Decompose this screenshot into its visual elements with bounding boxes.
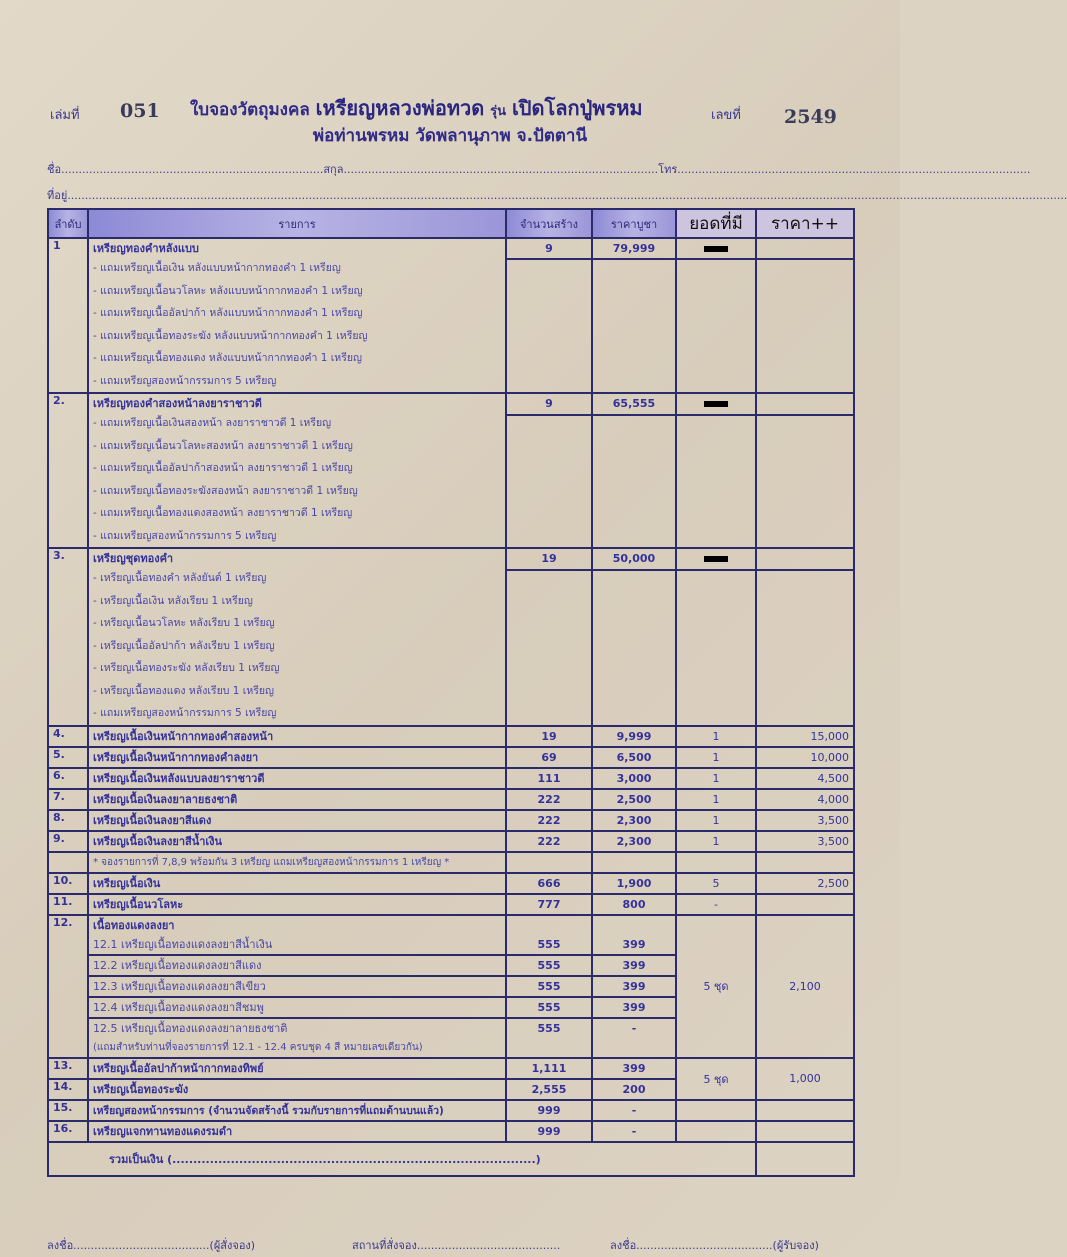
table-row xyxy=(48,548,854,570)
table-row xyxy=(48,873,854,894)
row-available: 1 xyxy=(676,726,756,747)
sub-item: 12.4 เหรียญเนื้อทองแดงลงยาสีชมพู xyxy=(88,997,506,1018)
row-price: 2,300 xyxy=(592,810,676,831)
row-item: เหรียญเนื้อทองระฆัง xyxy=(88,1079,506,1100)
row-price: 6,500 xyxy=(592,747,676,768)
title-main: เหรียญหลวงพ่อทวด xyxy=(315,96,485,120)
row-price-plus: 3,500 xyxy=(756,810,854,831)
row-no: 1 xyxy=(48,238,88,393)
sold-out-bar xyxy=(704,246,728,252)
name-line[interactable]: ชื่อ...........................................................................สกุล..........................................................................................โทร..................................................................................................... xyxy=(47,163,1031,176)
row-price: - xyxy=(592,1100,676,1121)
row-no: 16. xyxy=(48,1121,88,1142)
row-price: 1,900 xyxy=(592,873,676,894)
row-available: 5 ชุด xyxy=(676,915,756,1058)
row-available: 1 xyxy=(676,768,756,789)
row-price-plus xyxy=(756,393,854,415)
sub-item: - แถมเหรียญเนื้อนวโลหะ หลังแบบหน้ากากทองคำ 1 เหรียญ xyxy=(93,284,363,297)
row-qty: 777 xyxy=(506,894,592,915)
form-subtitle: พ่อท่านพรหม วัดพลานุภาพ จ.ปัตตานี xyxy=(312,126,588,146)
row-item: เหรียญเนื้อเงินลงยาสีแดง xyxy=(88,810,506,831)
row-price: 800 xyxy=(592,894,676,915)
sub-item: - แถมเหรียญเนื้ออัลปาก้า หลังแบบหน้ากากทองคำ 1 เหรียญ xyxy=(93,307,363,319)
row-qty: 555 xyxy=(506,997,592,1018)
col-header-available: ยอดที่มี xyxy=(676,209,756,238)
row-qty: 555 xyxy=(506,976,592,997)
col-header-price-plus: ราคา++ xyxy=(756,209,854,238)
item-title: เหรียญทองคำหลังแบบ xyxy=(93,242,199,255)
booking-table xyxy=(47,208,855,1177)
sub-item: - แถมเหรียญเนื้อทองแดง หลังแบบหน้ากากทองคำ 1 เหรียญ xyxy=(93,352,362,364)
row-qty: 555 xyxy=(506,955,592,976)
table-row xyxy=(48,393,854,415)
row-item: เหรียญเนื้อเงินลงยาลายธงชาติ xyxy=(88,789,506,810)
table-row xyxy=(48,789,854,810)
table-row xyxy=(48,1121,854,1142)
table-row xyxy=(48,1100,854,1121)
col-header-qty: จำนวนสร้าง xyxy=(506,209,592,238)
table-row xyxy=(48,831,854,852)
row-available: 1 xyxy=(676,789,756,810)
row-no: 8. xyxy=(48,810,88,831)
row-price: - xyxy=(592,1018,676,1038)
table-note-row xyxy=(48,852,854,873)
row-no: 14. xyxy=(48,1079,88,1100)
row-price-plus xyxy=(756,548,854,570)
name-label: ชื่อ xyxy=(47,163,62,176)
number-label: เลขที่ xyxy=(711,108,741,123)
row-price: 399 xyxy=(592,976,676,997)
row-qty: 9 xyxy=(506,393,592,415)
order-place-line[interactable]: สถานที่สั่งจอง......................................... xyxy=(352,1239,561,1252)
sub-item: - แถมเหรียญเนื้อเงิน หลังแบบหน้ากากทองคำ 1 เหรียญ xyxy=(93,262,341,274)
row-item xyxy=(88,548,506,726)
sub-item: 12.2 เหรียญเนื้อทองแดงลงยาสีแดง xyxy=(88,955,506,976)
row-item: เหรียญสองหน้ากรรมการ (จำนวนจัดสร้างนี้ รวมกับรายการที่แถมด้านบนแล้ว) xyxy=(88,1100,506,1121)
row-price: 399 xyxy=(592,997,676,1018)
row-price-plus xyxy=(756,238,854,259)
title-series: เปิดโลกปู่พรหม xyxy=(511,96,643,120)
sub-item: - แถมเหรียญเนื้อนวโลหะสองหน้า ลงยาราชาวดี 1 เหรียญ xyxy=(93,439,353,452)
title-prefix: ใบจองวัตถุมงคล xyxy=(190,100,310,120)
row-no: 6. xyxy=(48,768,88,789)
sub-item: 12.3 เหรียญเนื้อทองแดงลงยาสีเขียว xyxy=(88,976,506,997)
book-label: เล่มที่ xyxy=(50,108,80,123)
table-row xyxy=(48,238,854,259)
row-qty: 222 xyxy=(506,810,592,831)
row-price: 65,555 xyxy=(592,393,676,415)
sub-item: - แถมเหรียญสองหน้ากรรมการ 5 เหรียญ xyxy=(93,374,277,387)
row-item: เหรียญเนื้อนวโลหะ xyxy=(88,894,506,915)
sub-item: 12.5 เหรียญเนื้อทองแดงลงยาลายธงชาติ xyxy=(88,1018,506,1038)
row-price: 399 xyxy=(592,935,676,955)
item-title: เหรียญชุดทองคำ xyxy=(93,552,174,565)
row-qty: 999 xyxy=(506,1100,592,1121)
row-price: 9,999 xyxy=(592,726,676,747)
row-available xyxy=(676,238,756,259)
row-no: 9. xyxy=(48,831,88,852)
row-price: - xyxy=(592,1121,676,1142)
row-price-plus: 10,000 xyxy=(756,747,854,768)
row-price: 2,500 xyxy=(592,789,676,810)
table-row xyxy=(48,768,854,789)
table-row xyxy=(48,1058,854,1079)
row-item: เหรียญแจกทานทองแดงรมดำ xyxy=(88,1121,506,1142)
row-item: เหรียญเนื้ออัลปาก้าหน้ากากทองทิพย์ xyxy=(88,1058,506,1079)
sub-item: - แถมเหรียญสองหน้ากรรมการ 5 เหรียญ xyxy=(93,529,277,542)
table-header-row xyxy=(48,209,854,238)
table-row xyxy=(48,894,854,915)
total-row xyxy=(48,1142,854,1176)
row-price: 399 xyxy=(592,1058,676,1079)
row-price: 50,000 xyxy=(592,548,676,570)
book-number: 051 xyxy=(120,100,160,122)
col-header-price: ราคาบูชา xyxy=(592,209,676,238)
form-title xyxy=(190,92,643,124)
row-available: 1 xyxy=(676,747,756,768)
row-no: 4. xyxy=(48,726,88,747)
sub-item: - แถมเหรียญเนื้อทองระฆัง หลังแบบหน้ากากทองคำ 1 เหรียญ xyxy=(93,329,368,342)
row-price: 2,300 xyxy=(592,831,676,852)
row-price-plus: 3,500 xyxy=(756,831,854,852)
row-item: เนื้อทองแดงลงยา xyxy=(88,915,506,935)
table-row xyxy=(48,810,854,831)
address-label: ที่อยู่ xyxy=(47,189,68,202)
row-qty: 666 xyxy=(506,873,592,894)
row-qty: 9 xyxy=(506,238,592,259)
row-qty: 111 xyxy=(506,768,592,789)
col-header-no: ลำดับ xyxy=(48,209,88,238)
row-qty: 555 xyxy=(506,1018,592,1038)
row-item: เหรียญเนื้อเงินหลังแบบลงยาราชาวดี xyxy=(88,768,506,789)
total-value-cell[interactable] xyxy=(756,1142,854,1176)
promo-note: * จองรายการที่ 7,8,9 พร้อมกัน 3 เหรียญ แถมเหรียญสองหน้ากรรมการ 1 เหรียญ * xyxy=(88,852,506,873)
sub-item: - เหรียญเนื้อเงิน หลังเรียบ 1 เหรียญ xyxy=(93,594,253,607)
row-available: 5 xyxy=(676,873,756,894)
receiver-signature-line[interactable]: ลงชื่อ.......................................(ผู้รับจอง) xyxy=(610,1239,819,1252)
row-no: 7. xyxy=(48,789,88,810)
table-row xyxy=(48,915,854,935)
table-row xyxy=(48,747,854,768)
phone-label: โทร xyxy=(658,163,678,176)
row-no: 15. xyxy=(48,1100,88,1121)
row-price-plus: 2,100 xyxy=(756,915,854,1058)
row-qty: 555 xyxy=(506,935,592,955)
row-price: 399 xyxy=(592,955,676,976)
row-item: เหรียญเนื้อเงินลงยาสีน้ำเงิน xyxy=(88,831,506,852)
row-price: 3,000 xyxy=(592,768,676,789)
sub-item: 12.1 เหรียญเนื้อทองแดงลงยาสีน้ำเงิน xyxy=(88,935,506,955)
row-item xyxy=(88,393,506,548)
row-no: 2. xyxy=(48,393,88,548)
row-qty: 222 xyxy=(506,789,592,810)
row-qty: 19 xyxy=(506,548,592,570)
sub-item: - แถมเหรียญเนื้ออัลปาก้าสองหน้า ลงยาราชาวดี 1 เหรียญ xyxy=(93,462,353,474)
row-available: - xyxy=(676,894,756,915)
surname-label: สกุล xyxy=(323,163,344,176)
row-price: 200 xyxy=(592,1079,676,1100)
row-qty: 19 xyxy=(506,726,592,747)
sub-item: - เหรียญเนื้ออัลปาก้า หลังเรียบ 1 เหรียญ xyxy=(93,639,275,652)
sold-out-bar xyxy=(704,556,728,562)
row-price-plus: 15,000 xyxy=(756,726,854,747)
serial-number: 2549 xyxy=(784,106,837,128)
row-qty: 222 xyxy=(506,831,592,852)
row-no: 11. xyxy=(48,894,88,915)
group12-footnote: (แถมสำหรับท่านที่จองรายการที่ 12.1 - 12.4 ครบชุด 4 สี หมายเลขเดียวกัน) xyxy=(88,1038,506,1058)
row-price-plus: 4,500 xyxy=(756,768,854,789)
sub-item: - แถมเหรียญเนื้อทองระฆังสองหน้า ลงยาราชาวดี 1 เหรียญ xyxy=(93,484,358,497)
orderer-signature-line[interactable]: ลงชื่อ.......................................(ผู้สั่งจอง) xyxy=(47,1239,256,1252)
row-item: เหรียญเนื้อเงินหน้ากากทองคำลงยา xyxy=(88,747,506,768)
row-no: 12. xyxy=(48,915,88,1058)
table-row xyxy=(48,726,854,747)
row-price-plus xyxy=(756,894,854,915)
total-amount-field[interactable]: รวมเป็นเงิน (.......................................................................................) xyxy=(48,1142,756,1176)
sub-item: - แถมเหรียญสองหน้ากรรมการ 5 เหรียญ xyxy=(93,707,277,719)
item-title: เหรียญทองคำสองหน้าลงยาราชาวดี xyxy=(93,397,262,410)
col-header-item: รายการ xyxy=(88,209,506,238)
row-qty: 1,111 xyxy=(506,1058,592,1079)
row-available xyxy=(676,393,756,415)
row-price-plus: 4,000 xyxy=(756,789,854,810)
row-no: 10. xyxy=(48,873,88,894)
row-price-plus: 2,500 xyxy=(756,873,854,894)
row-available xyxy=(676,548,756,570)
row-available: 5 ชุด xyxy=(676,1058,756,1100)
row-available: 1 xyxy=(676,810,756,831)
sold-out-bar xyxy=(704,401,728,407)
row-qty: 69 xyxy=(506,747,592,768)
sub-item: - เหรียญเนื้อทองแดง หลังเรียบ 1 เหรียญ xyxy=(93,684,274,697)
row-item: เหรียญเนื้อเงินหน้ากากทองคำสองหน้า xyxy=(88,726,506,747)
row-item: เหรียญเนื้อเงิน xyxy=(88,873,506,894)
address-line[interactable]: ที่อยู่.............................................................................................................................................................................................................................................................................................. xyxy=(47,189,1067,202)
row-item xyxy=(88,238,506,393)
row-price-plus: 1,000 xyxy=(756,1058,854,1100)
row-qty: 2,555 xyxy=(506,1079,592,1100)
row-available: 1 xyxy=(676,831,756,852)
row-no: 13. xyxy=(48,1058,88,1079)
sub-item: - แถมเหรียญเนื้อเงินสองหน้า ลงยาราชาวดี 1 เหรียญ xyxy=(93,417,332,429)
row-qty: 999 xyxy=(506,1121,592,1142)
row-no: 3. xyxy=(48,548,88,726)
sub-item: - เหรียญเนื้อนวโลหะ หลังเรียบ 1 เหรียญ xyxy=(93,617,275,629)
sub-item: - เหรียญเนื้อทองคำ หลังยันต์ 1 เหรียญ xyxy=(93,572,267,584)
row-no: 5. xyxy=(48,747,88,768)
row-price: 79,999 xyxy=(592,238,676,259)
title-series-label: รุ่น xyxy=(490,104,507,119)
sub-item: - เหรียญเนื้อทองระฆัง หลังเรียบ 1 เหรียญ xyxy=(93,662,280,674)
sub-item: - แถมเหรียญเนื้อทองแดงสองหน้า ลงยาราชาวดี 1 เหรียญ xyxy=(93,507,353,519)
